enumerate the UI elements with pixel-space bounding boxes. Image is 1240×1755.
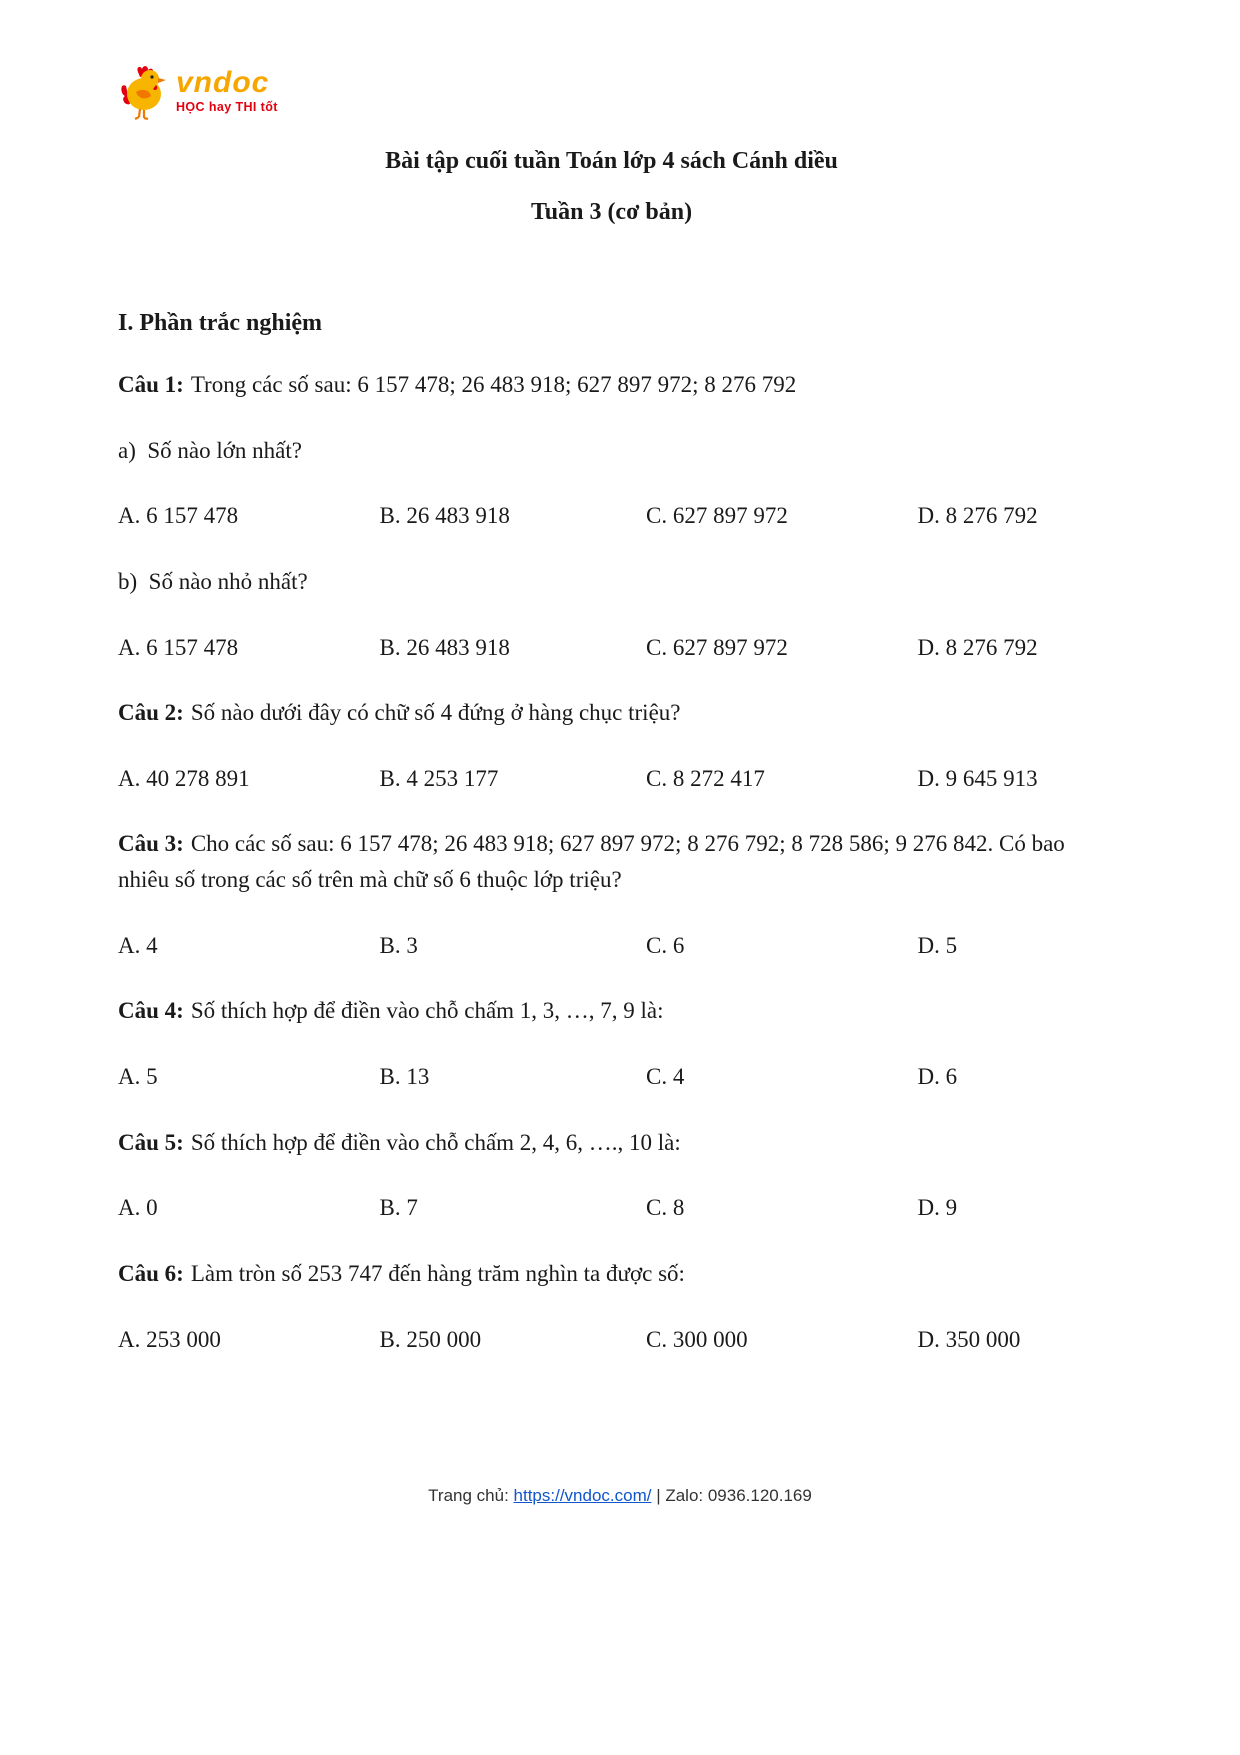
option-a: A. 6 157 478 — [118, 503, 239, 529]
question-6-options — [118, 1322, 1105, 1358]
option-a: A. 6 157 478 — [118, 634, 239, 660]
question-4-text: Số thích hợp để điền vào chỗ chấm 1, 3, …, 7, 9 là: — [190, 998, 664, 1024]
option-d: D. 6 — [917, 1064, 958, 1090]
question-6 — [118, 1256, 1105, 1292]
question-5 — [118, 1125, 1105, 1161]
option-b: B. 26 483 918 — [379, 634, 510, 660]
question-1a: a) Số nào lớn nhất? — [118, 437, 302, 463]
question-5-options — [118, 1190, 1105, 1226]
page-footer — [0, 1486, 1240, 1506]
footer-prefix: Trang chủ: — [428, 1486, 514, 1505]
question-2-text: Số nào dưới đây có chữ số 4 đứng ở hàng chục triệu? — [190, 700, 681, 726]
question-5-label: Câu 5: — [118, 1129, 184, 1155]
brand-tagline: HỌC hay THI tốt — [176, 100, 278, 114]
option-b: B. 3 — [379, 932, 418, 958]
question-4-label: Câu 4: — [118, 998, 184, 1024]
option-c: C. 8 272 417 — [646, 765, 765, 791]
question-1b: b) Số nào nhỏ nhất? — [118, 568, 308, 594]
option-a: A. 5 — [118, 1064, 158, 1090]
option-d: D. 8 276 792 — [917, 503, 1038, 529]
option-c: C. 6 — [646, 932, 685, 958]
question-6-text: Làm tròn số 253 747 đến hàng trăm nghìn ta được số: — [190, 1260, 685, 1286]
question-3-options — [118, 928, 1105, 964]
option-b: B. 13 — [379, 1064, 430, 1090]
question-5-text: Số thích hợp để điền vào chỗ chấm 2, 4, 6, …., 10 là: — [190, 1129, 681, 1155]
option-d: D. 8 276 792 — [917, 634, 1038, 660]
option-d: D. 9 645 913 — [917, 765, 1038, 791]
question-3 — [118, 826, 1105, 897]
brand-name: vndoc — [176, 66, 270, 99]
option-b: B. 26 483 918 — [379, 503, 510, 529]
question-4 — [118, 993, 1105, 1029]
question-1a-options — [118, 498, 1105, 534]
vndoc-logo — [118, 64, 1105, 122]
rooster-icon — [118, 64, 170, 120]
logo-text — [176, 64, 278, 114]
option-d: D. 350 000 — [917, 1326, 1021, 1352]
option-c: C. 8 — [646, 1195, 685, 1221]
option-d: D. 9 — [917, 1195, 958, 1221]
option-c: C. 627 897 972 — [646, 503, 788, 529]
question-1b-options — [118, 630, 1105, 666]
option-c: C. 4 — [646, 1064, 685, 1090]
option-c: C. 300 000 — [646, 1326, 748, 1352]
option-a: A. 4 — [118, 932, 158, 958]
question-1-label: Câu 1: — [118, 372, 184, 397]
option-a: A. 0 — [118, 1195, 158, 1221]
option-a: A. 253 000 — [118, 1326, 221, 1352]
question-2-label: Câu 2: — [118, 700, 184, 726]
section-heading: I. Phần trắc nghiệm — [118, 310, 322, 336]
homepage-link[interactable]: https://vndoc.com/ — [513, 1486, 652, 1505]
question-4-options — [118, 1059, 1105, 1095]
option-c: C. 627 897 972 — [646, 634, 788, 660]
question-2-options — [118, 761, 1105, 797]
page-subtitle: Tuần 3 (cơ bản) — [530, 199, 693, 225]
question-1 — [118, 367, 1105, 403]
question-1-text: Trong các số sau: 6 157 478; 26 483 918; 627 897 972; 8 276 792 — [190, 372, 797, 397]
option-a: A. 40 278 891 — [118, 765, 250, 791]
option-b: B. 7 — [379, 1195, 418, 1221]
question-2 — [118, 695, 1105, 731]
option-b: B. 4 253 177 — [379, 765, 499, 791]
question-6-label: Câu 6: — [118, 1260, 184, 1286]
question-3-text: Cho các số sau: 6 157 478; 26 483 918; 627 897 972; 8 276 792; 8 728 586; 9 276 842. Có bao nhiêu số trong các số trên mà chữ số 6 thuộc lớp triệu? — [118, 831, 1071, 893]
footer-suffix: | Zalo: 0936.120.169 — [651, 1486, 812, 1505]
option-d: D. 5 — [917, 932, 958, 958]
option-b: B. 250 000 — [379, 1326, 482, 1352]
page-title: Bài tập cuối tuần Toán lớp 4 sách Cánh diều — [385, 148, 838, 174]
question-3-label: Câu 3: — [118, 831, 184, 857]
